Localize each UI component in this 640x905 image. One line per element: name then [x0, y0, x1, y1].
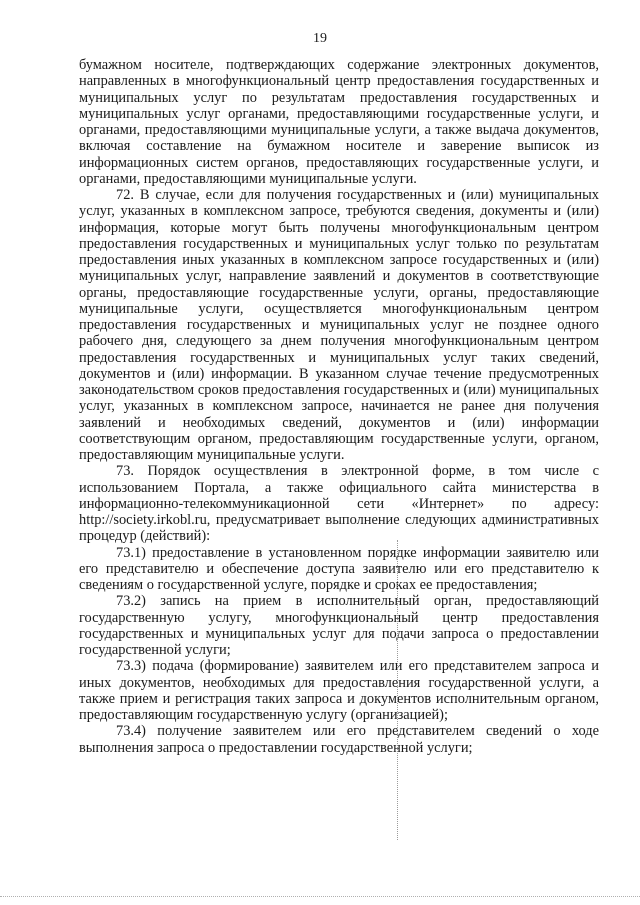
paragraph-73-1: 73.1) предоставление в установленном порядке информации заявителю или его представителю и обеспечение доступа заявителю или его представителю к сведениям о государственной услуге, порядке и сроках ее предоставления; [79, 544, 599, 593]
scan-fold-line [397, 540, 398, 840]
paragraph-73-3: 73.3) подача (формирование) заявителем или его представителем запроса и иных документов, необходимых для предоставления государственной услуги, а также прием и регистрация таких запроса и документов исполнительным органом, предоставляющим государственную услугу (организацией); [79, 658, 599, 723]
paragraph-73: 73. Порядок осуществления в электронной форме, в том числе с использованием Портала, а также официального сайта министерства в информационно-телекоммуникационной сети «Интернет» по адресу: http://society.irkobl.ru, предусматривает выполнение следующих административных процедур (действий): [79, 463, 599, 545]
page-number: 19 [313, 31, 327, 46]
paragraph-73-4: 73.4) получение заявителем или его представителем сведений о ходе выполнения запроса о предоставлении государственной услуги; [79, 723, 599, 756]
paragraph-73-2: 73.2) запись на прием в исполнительный орган, предоставляющий государственную услугу, многофункциональный центр предоставления государственных и муниципальных услуг для подачи запроса о предоставлении государственной услуги; [79, 593, 599, 658]
scan-bottom-edge [0, 896, 640, 897]
paragraph-72: 72. В случае, если для получения государственных и (или) муниципальных услуг, указанных в комплексном запросе, требуются сведения, документы и (или) информация, которые могут быть получены многофункциональным центром предоставления государственных и муниципальных услуг только по результатам предоставления иных указанных в комплексном запросе государственных и (или) муниципальных услуг, направление заявлений и документов в соответствующие органы, предоставляющие государственные услуги, органы, предоставляющие муниципальные услуги, осуществляется многофункциональным центром предоставления государственных и муниципальных услуг не позднее одного рабочего дня, следующего за днем получения многофункциональным центром предоставления государственных и муниципальных услуг таких сведений, документов и (или) информации. В указанном случае течение предусмотренных законодательством сроков предоставления государственных и (или) муниципальных услуг, указанных в комплексном запросе, начинается не ранее дня получения заявлений и необходимых сведений, документов и (или) информации соответствующим органом, предоставляющим государственные услуги, органом, предоставляющим муниципальные услуги. [79, 187, 599, 463]
paragraph-continuation: бумажном носителе, подтверждающих содержание электронных документов, направленных в многофункциональный центр предоставления государственных и муниципальных услуг по результатам предоставления государственных и муниципальных услуг органами, предоставляющими государственные услуги, и органами, предоставляющими муниципальные услуги, а также выдача документов, включая составление на бумажном носителе и заверение выписок из информационных систем органов, предоставляющих государственные услуги, и органами, предоставляющими муниципальные услуги. [79, 57, 599, 187]
document-body [79, 57, 599, 756]
